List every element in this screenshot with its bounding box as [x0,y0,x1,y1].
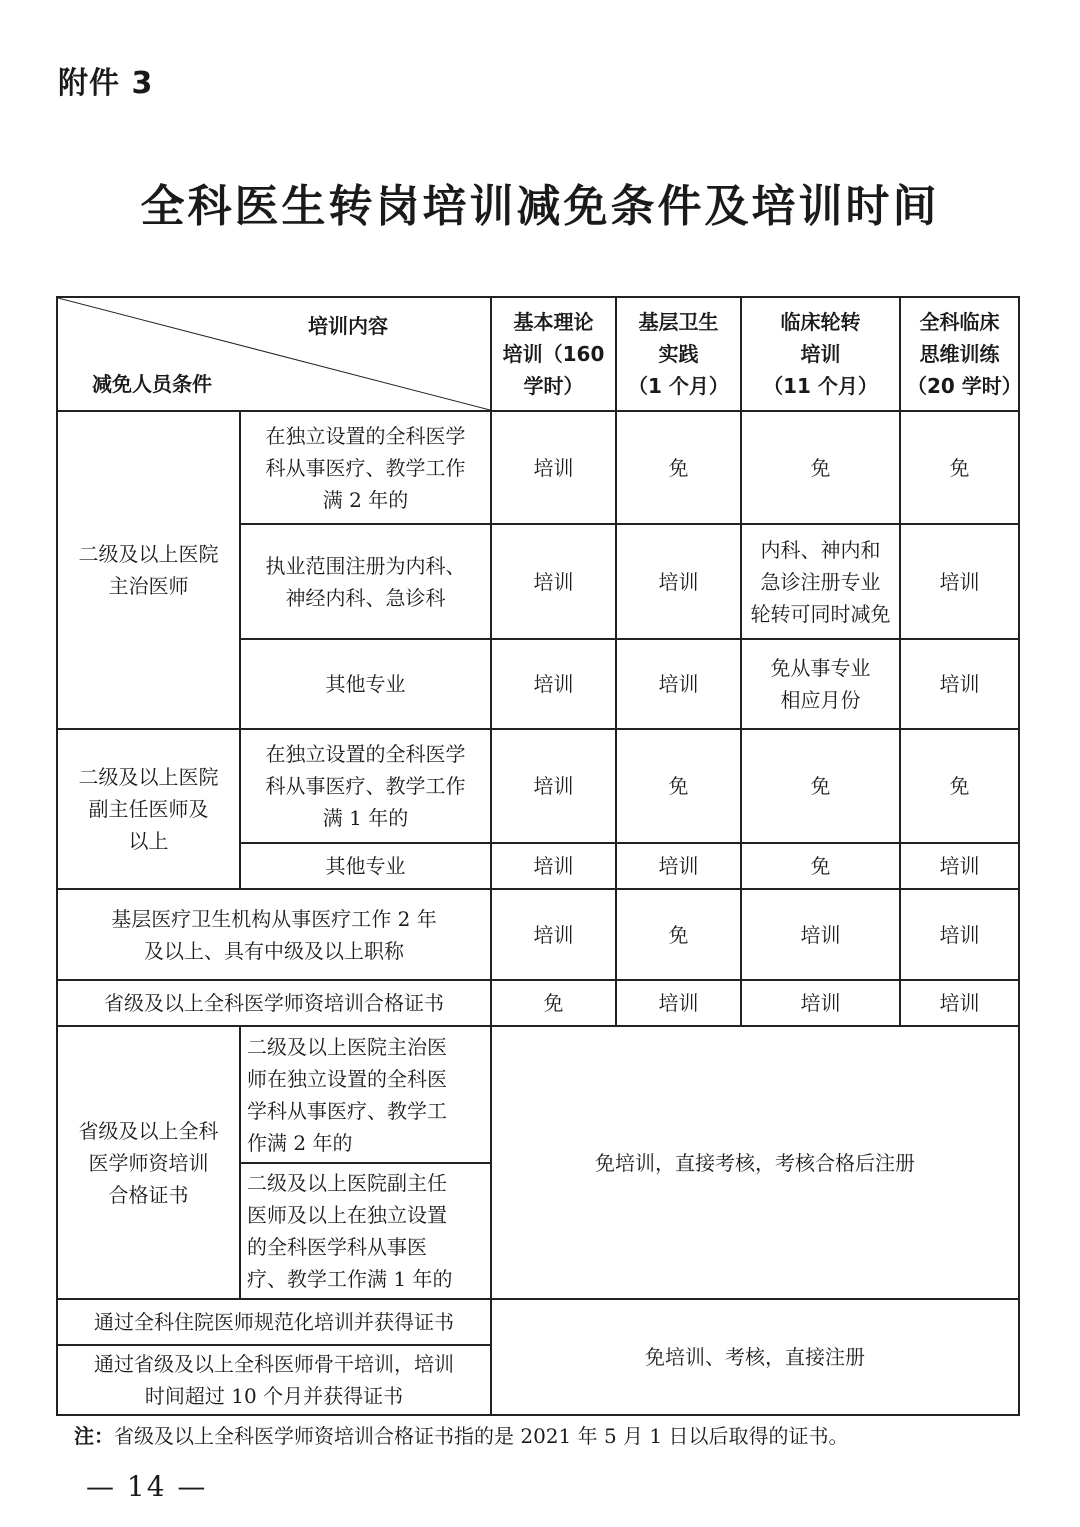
cell-thinking-training: 培训 [900,524,1019,639]
condition-cell: 其他专业 [240,639,491,729]
header-clinical-rotation: 临床轮转 培训 （11 个月） [741,297,900,411]
cell-primary-practice: 免 [616,729,741,843]
cell-basic-theory: 免 [491,980,616,1026]
footnote [74,1420,849,1449]
footnote-text: 省级及以上全科医学师资培训合格证书指的是 2021 年 5 月 1 日以后取得的证书。 [114,1424,849,1448]
diagonal-header-cell [57,297,491,411]
header-primary-practice: 基层卫生 实践 （1 个月） [616,297,741,411]
condition-cell: 在独立设置的全科医学 科从事医疗、教学工作 满 2 年的 [240,411,491,524]
cell-clinical-rotation: 内科、神内和 急诊注册专业 轮转可同时减免 [741,524,900,639]
page-title: 全科医生转岗培训减免条件及培训时间 [140,181,940,232]
header-row [57,297,1019,411]
group-attending-physician: 二级及以上医院 主治医师 [57,411,240,729]
cell-primary-practice: 培训 [616,639,741,729]
cell-thinking-training: 培训 [900,980,1019,1026]
cell-clinical-rotation: 免 [741,843,900,889]
cell-clinical-rotation: 培训 [741,980,900,1026]
condition-cell: 省级及以上全科医学师资培训合格证书 [57,980,491,1026]
cell-basic-theory: 培训 [491,411,616,524]
cell-basic-theory: 培训 [491,639,616,729]
cell-primary-practice: 培训 [616,524,741,639]
page-number: — 14 — [86,1470,208,1503]
footnote-label: 注： [74,1424,114,1448]
group-teacher-certificate: 省级及以上全科 医学师资培训 合格证书 [57,1026,240,1299]
merged-result-cell: 免培训、考核，直接注册 [491,1299,1019,1415]
table-row [57,729,1019,843]
condition-cell: 通过省级及以上全科医师骨干培训，培训 时间超过 10 个月并获得证书 [57,1345,491,1415]
header-basic-theory: 基本理论 培训（160 学时） [491,297,616,411]
condition-cell: 通过全科住院医师规范化培训并获得证书 [57,1299,491,1345]
condition-cell: 其他专业 [240,843,491,889]
header-exemption-condition: 减免人员条件 [92,372,212,396]
cell-primary-practice: 免 [616,889,741,980]
condition-cell: 执业范围注册为内科、 神经内科、急诊科 [240,524,491,639]
header-training-content: 培训内容 [308,314,388,338]
condition-cell: 二级及以上医院副主任 医师及以上在独立设置 的全科医学科从事医 疗、教学工作满 1 年的 [240,1163,491,1299]
attachment-label: 附件 3 [58,66,154,101]
cell-clinical-rotation: 免从事专业 相应月份 [741,639,900,729]
merged-result-cell: 免培训，直接考核，考核合格后注册 [491,1026,1019,1299]
cell-basic-theory: 培训 [491,843,616,889]
cell-clinical-rotation: 培训 [741,889,900,980]
cell-thinking-training: 培训 [900,889,1019,980]
cell-primary-practice: 免 [616,411,741,524]
training-exemption-table [56,296,1020,1416]
group-associate-chief-physician: 二级及以上医院 副主任医师及 以上 [57,729,240,889]
cell-basic-theory: 培训 [491,729,616,843]
table-row [57,980,1019,1026]
cell-thinking-training: 培训 [900,843,1019,889]
cell-clinical-rotation: 免 [741,729,900,843]
cell-primary-practice: 培训 [616,843,741,889]
table-row [57,1299,1019,1345]
header-thinking-training: 全科临床 思维训练 （20 学时） [900,297,1019,411]
cell-primary-practice: 培训 [616,980,741,1026]
cell-thinking-training: 免 [900,411,1019,524]
cell-thinking-training: 免 [900,729,1019,843]
condition-cell: 二级及以上医院主治医 师在独立设置的全科医 学科从事医疗、教学工 作满 2 年的 [240,1026,491,1163]
cell-clinical-rotation: 免 [741,411,900,524]
cell-basic-theory: 培训 [491,889,616,980]
cell-basic-theory: 培训 [491,524,616,639]
table-row [57,411,1019,524]
table-row [57,1026,1019,1163]
condition-cell: 基层医疗卫生机构从事医疗工作 2 年 及以上、具有中级及以上职称 [57,889,491,980]
cell-thinking-training: 培训 [900,639,1019,729]
condition-cell: 在独立设置的全科医学 科从事医疗、教学工作 满 1 年的 [240,729,491,843]
table-row [57,889,1019,980]
